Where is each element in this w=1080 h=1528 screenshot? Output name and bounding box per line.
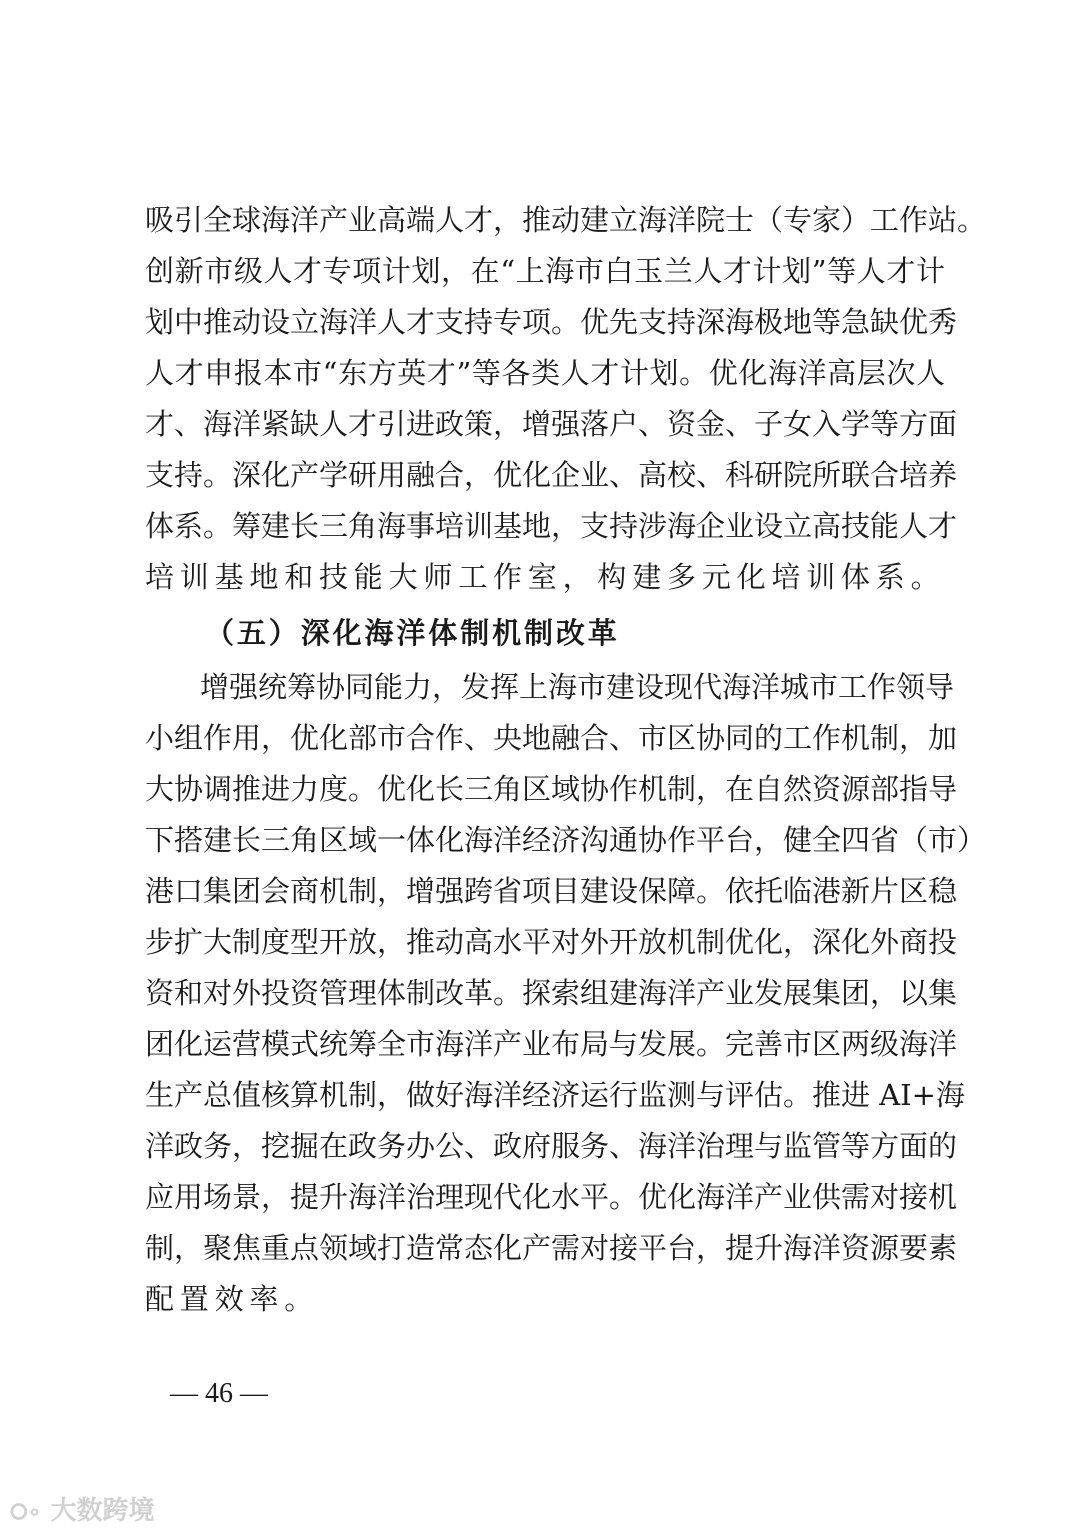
text-line: 才、海洋紧缺人才引进政策，增强落户、资金、子女入学等方面 — [145, 407, 958, 441]
text-line: 团化运营模式统筹全市海洋产业布局与发展。完善市区两级海洋 — [145, 1027, 958, 1061]
text-line: 洋政务，挖掘在政务办公、政府服务、海洋治理与监管等方面的 — [145, 1129, 958, 1163]
text-line: 吸引全球海洋产业高端人才，推动建立海洋院士（专家）工作站。 — [145, 203, 987, 237]
text-line: 制，聚焦重点领域打造常态化产需对接平台，提升海洋资源要素 — [145, 1231, 958, 1265]
section-heading: （五）深化海洋体制机制改革 — [205, 616, 620, 650]
text-line: 体系。筹建长三角海事培训基地，支持涉海企业设立高技能人才 — [145, 509, 958, 543]
text-line: 大协调推进力度。优化长三角区域协作机制，在自然资源部指导 — [145, 772, 958, 806]
logo-icon: ⭘∘ — [10, 1500, 42, 1525]
text-line: 资和对外投资管理体制改革。探索组建海洋产业发展集团，以集 — [145, 976, 958, 1010]
text-line: 港口集团会商机制，增强跨省项目建设保障。依托临港新片区稳 — [145, 874, 958, 908]
watermark-logo — [10, 1490, 154, 1527]
watermark-text: 大数跨境 — [50, 1496, 155, 1526]
text-line: 增强统筹协同能力，发挥上海市建设现代海洋城市工作领导 — [200, 670, 955, 704]
text-line: 划中推动设立海洋人才支持专项。优先支持深海极地等急缺优秀 — [145, 305, 958, 339]
page-number: — 46 — — [170, 1378, 268, 1409]
text-line: 下搭建长三角区域一体化海洋经济沟通协作平台，健全四省（市） — [145, 823, 987, 857]
text-line: 步扩大制度型开放，推动高水平对外开放机制优化，深化外商投 — [145, 925, 958, 959]
text-line: 培训基地和技能大师工作室，构建多元化培训体系。 — [145, 560, 946, 594]
text-line: 应用场景，提升海洋治理现代化水平。优化海洋产业供需对接机 — [145, 1180, 958, 1214]
text-line: 小组作用，优化部市合作、央地融合、市区协同的工作机制，加 — [145, 721, 958, 755]
text-line: 支持。深化产学研用融合，优化企业、高校、科研院所联合培养 — [145, 458, 958, 492]
text-line: 创新市级人才专项计划，在“上海市白玉兰人才计划”等人才计 — [145, 254, 945, 288]
text-line: 生产总值核算机制，做好海洋经济运行监测与评估。推进 AI+海 — [145, 1078, 965, 1112]
text-line: 配置效率。 — [145, 1282, 320, 1316]
text-line: 人才申报本市“东方英才”等各类人才计划。优化海洋高层次人 — [145, 356, 945, 390]
